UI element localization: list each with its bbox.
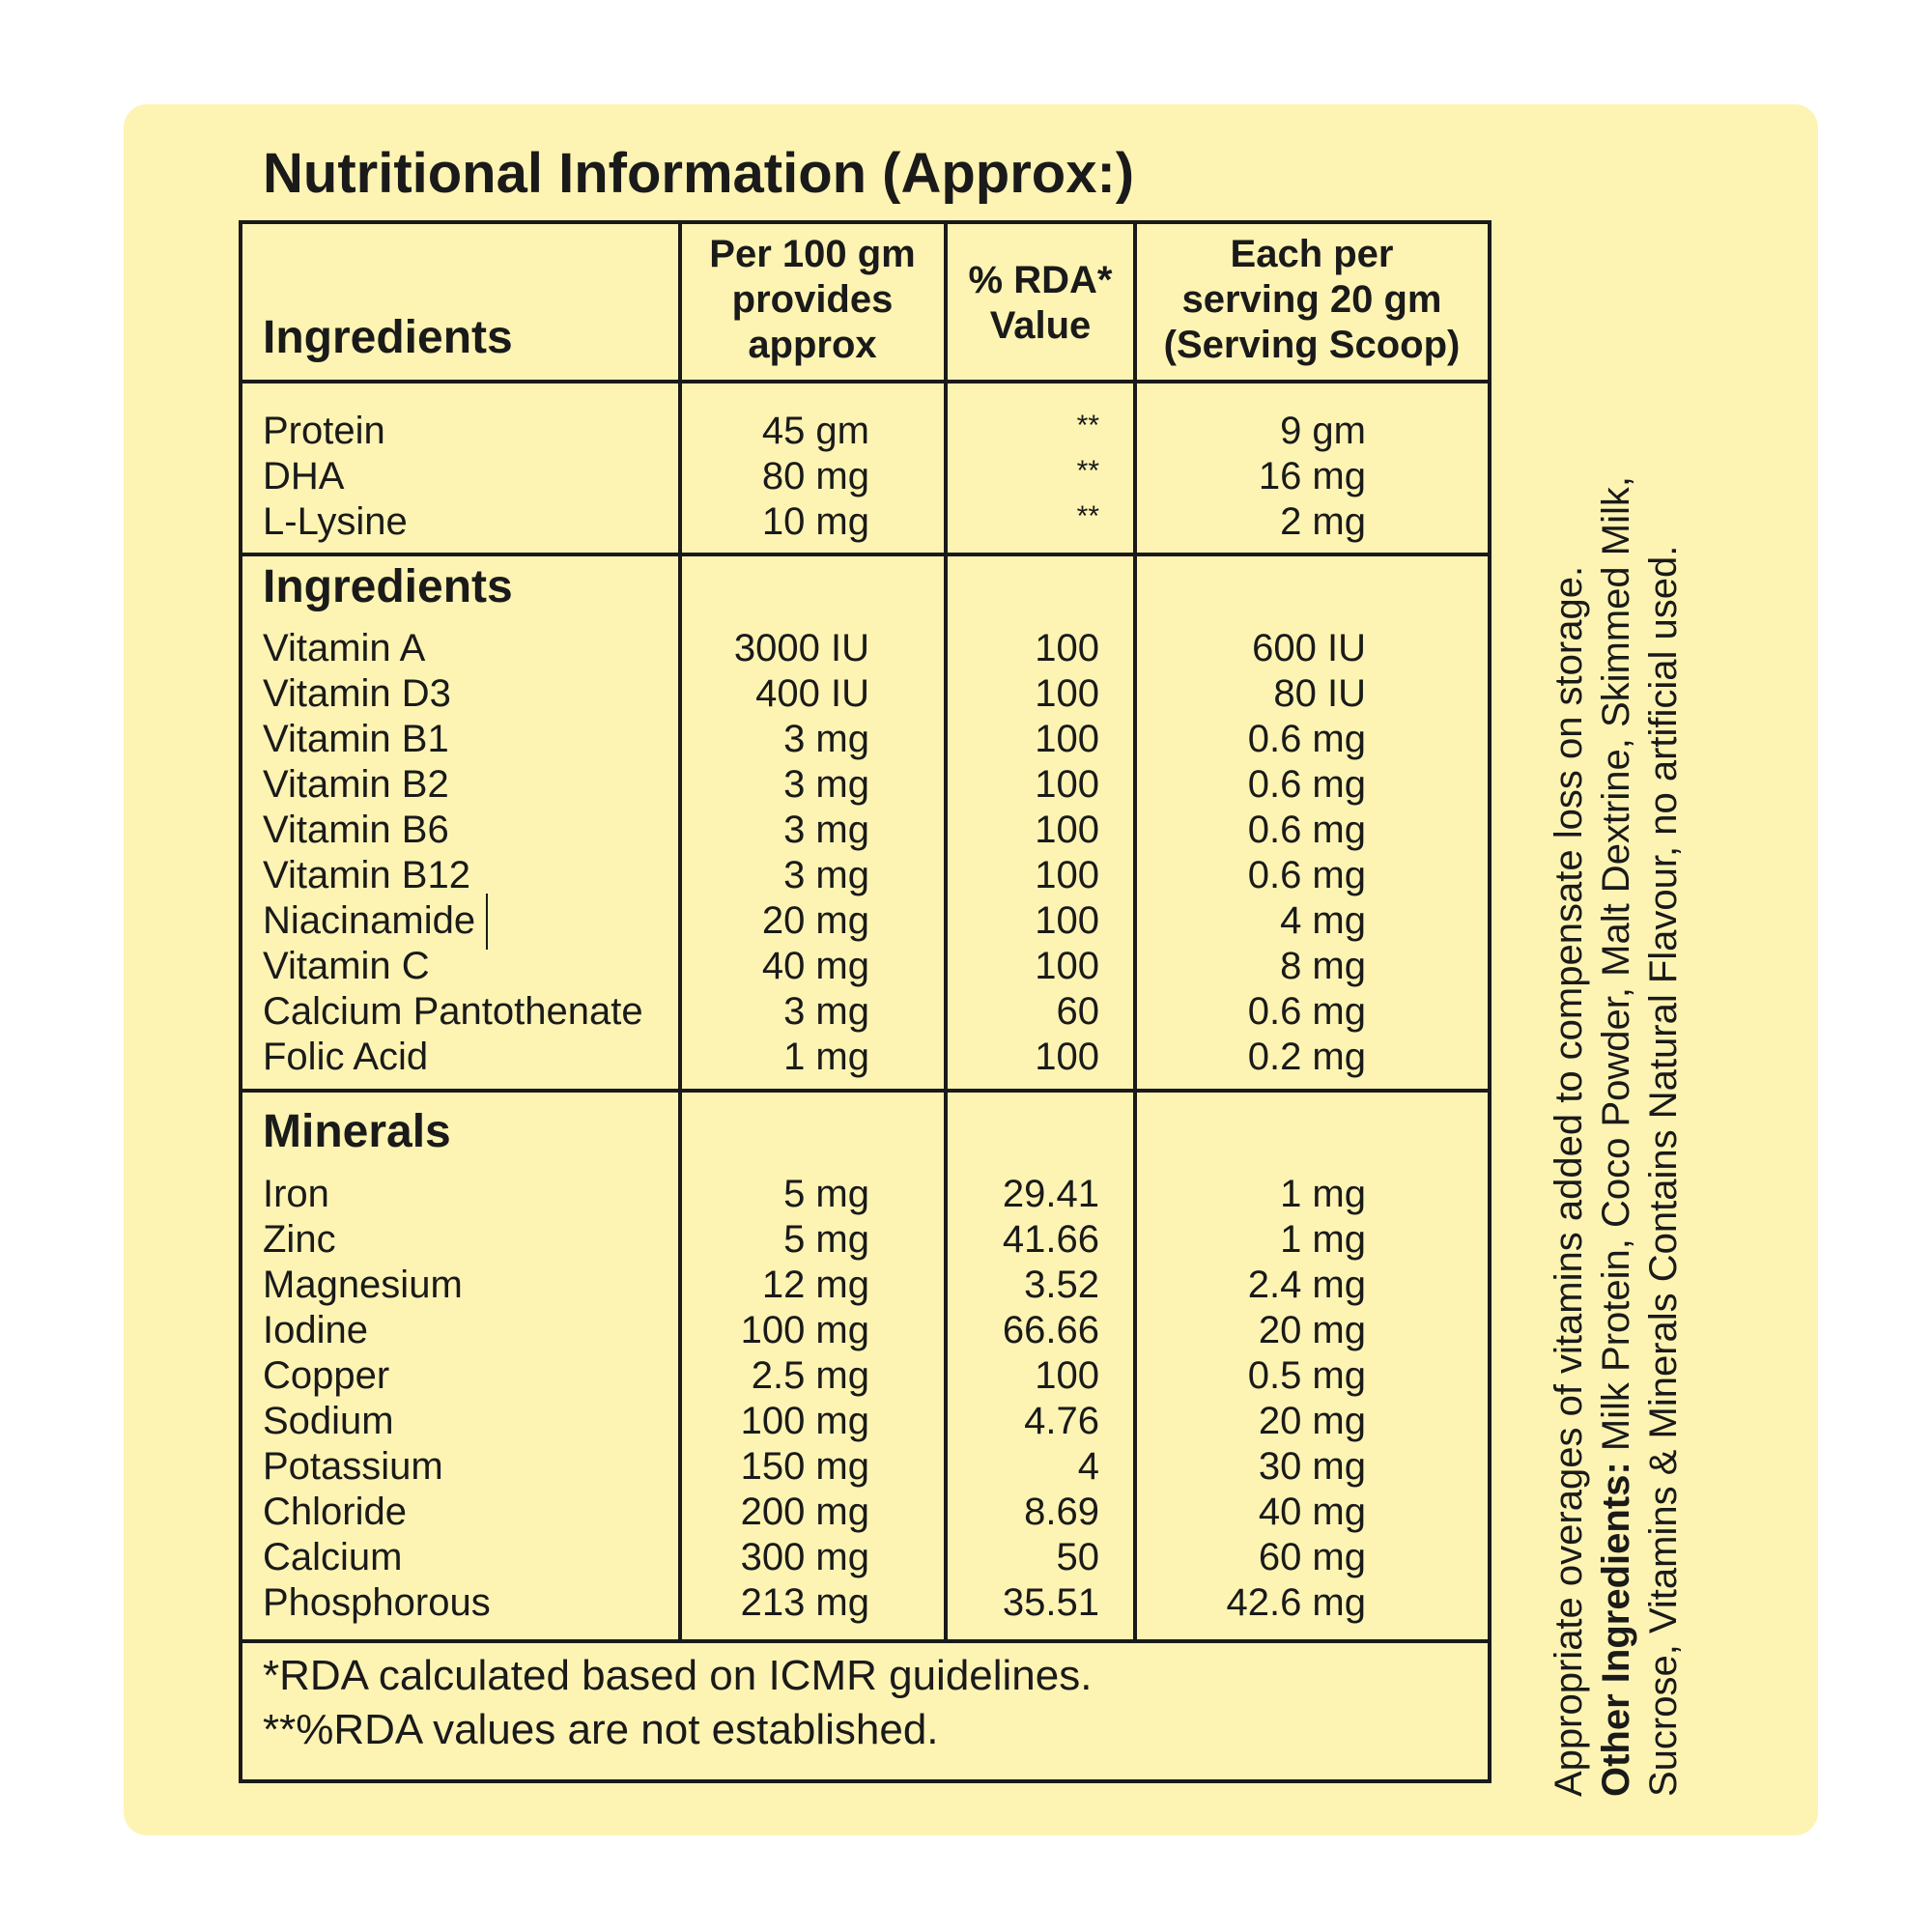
cell-ingredient: Vitamin B12	[263, 854, 470, 896]
cell-rda: 100	[1035, 763, 1099, 806]
cell-ingredient: L-Lysine	[263, 500, 408, 543]
cell-ingredient: Sodium	[263, 1400, 394, 1442]
cell-serving: 1 mg	[1280, 1173, 1366, 1215]
cell-rda: 4	[1077, 1445, 1099, 1488]
cell-serving: 0.6 mg	[1247, 718, 1366, 760]
cell-serving: 80 IU	[1273, 672, 1366, 715]
cell-per-100gm: 100 mg	[740, 1309, 869, 1351]
cell-ingredient: Calcium	[263, 1536, 403, 1578]
cell-ingredient: Vitamin A	[263, 627, 426, 669]
cell-serving: 20 mg	[1258, 1400, 1366, 1442]
cell-rda: 66.66	[1002, 1309, 1099, 1351]
cell-serving: 42.6 mg	[1226, 1581, 1366, 1624]
other-ingredients-label: Other Ingredients:	[1595, 1462, 1637, 1797]
cell-per-100gm: 5 mg	[783, 1173, 869, 1215]
side-note-other-ingredients: Other Ingredients: Milk Protein, Coco Powder, Malt Dextrine, Skimmed Milk,	[1595, 476, 1637, 1797]
cell-serving: 16 mg	[1258, 455, 1366, 497]
cell-per-100gm: 12 mg	[761, 1264, 869, 1306]
cell-serving: 0.2 mg	[1247, 1036, 1366, 1078]
cell-per-100gm: 3 mg	[783, 854, 869, 896]
cell-rda: 100	[1035, 627, 1099, 669]
cell-rda: **	[1076, 410, 1099, 441]
cell-rda: 100	[1035, 809, 1099, 851]
cell-rda: 4.76	[1024, 1400, 1099, 1442]
cell-per-100gm: 2.5 mg	[751, 1354, 869, 1397]
cell-rda: 100	[1035, 672, 1099, 715]
cell-ingredient: Potassium	[263, 1445, 443, 1488]
cell-serving: 0.6 mg	[1247, 990, 1366, 1033]
cell-per-100gm: 3 mg	[783, 763, 869, 806]
cell-ingredient: Protein	[263, 410, 385, 452]
cell-serving: 30 mg	[1258, 1445, 1366, 1488]
cell-per-100gm: 3 mg	[783, 990, 869, 1033]
cell-rda: **	[1076, 500, 1099, 532]
cell-serving: 4 mg	[1280, 899, 1366, 942]
cell-rda: 100	[1035, 1354, 1099, 1397]
row-divider	[239, 1089, 1492, 1093]
cell-rda: 100	[1035, 854, 1099, 896]
cell-ingredient: Copper	[263, 1354, 390, 1397]
cell-per-100gm: 40 mg	[761, 945, 869, 987]
section-title-minerals: Minerals	[263, 1106, 451, 1157]
side-notes	[1546, 476, 1688, 1797]
cell-rda: 8.69	[1024, 1491, 1099, 1533]
cell-ingredient: Vitamin C	[263, 945, 430, 987]
cell-rda: **	[1076, 455, 1099, 487]
cell-ingredient: Iodine	[263, 1309, 368, 1351]
cell-per-100gm: 3000 IU	[733, 627, 869, 669]
cell-ingredient: Chloride	[263, 1491, 407, 1533]
header-serving: Each per serving 20 gm (Serving Scoop)	[1163, 233, 1461, 366]
row-divider	[239, 1639, 1492, 1643]
cell-per-100gm: 5 mg	[783, 1218, 869, 1261]
cell-per-100gm: 3 mg	[783, 809, 869, 851]
cell-rda: 35.51	[1002, 1581, 1099, 1624]
text-cursor	[486, 894, 488, 950]
cell-rda: 100	[1035, 945, 1099, 987]
header-per-100gm: Per 100 gm provides approx	[709, 233, 916, 366]
cell-ingredient: Vitamin B2	[263, 763, 449, 806]
row-divider	[239, 380, 1492, 384]
cell-serving: 2 mg	[1280, 500, 1366, 543]
cell-serving: 0.5 mg	[1247, 1354, 1366, 1397]
cell-serving: 2.4 mg	[1247, 1264, 1366, 1306]
cell-ingredient: Magnesium	[263, 1264, 463, 1306]
footnote-rda: *RDA calculated based on ICMR guidelines.	[263, 1652, 1093, 1699]
header-rda: % RDA* Value	[968, 259, 1113, 347]
cell-rda: 50	[1056, 1536, 1099, 1578]
page-title: Nutritional Information (Approx:)	[263, 142, 1135, 205]
cell-per-100gm: 45 gm	[761, 410, 869, 452]
cell-ingredient: Phosphorous	[263, 1581, 491, 1624]
cell-per-100gm: 150 mg	[740, 1445, 869, 1488]
side-note-overages: Appropriate overages of vitamins added to compensate loss on storage.	[1548, 565, 1590, 1797]
cell-ingredient: Vitamin D3	[263, 672, 451, 715]
cell-per-100gm: 80 mg	[761, 455, 869, 497]
cell-serving: 9 gm	[1280, 410, 1366, 452]
cell-per-100gm: 10 mg	[761, 500, 869, 543]
header-ingredients: Ingredients	[263, 312, 513, 363]
cell-rda: 100	[1035, 1036, 1099, 1078]
cell-ingredient: Folic Acid	[263, 1036, 429, 1078]
cell-ingredient: Vitamin B6	[263, 809, 449, 851]
cell-rda: 41.66	[1002, 1218, 1099, 1261]
cell-serving: 20 mg	[1258, 1309, 1366, 1351]
cell-ingredient: Iron	[263, 1173, 329, 1215]
cell-per-100gm: 3 mg	[783, 718, 869, 760]
cell-per-100gm: 400 IU	[755, 672, 869, 715]
cell-serving: 0.6 mg	[1247, 809, 1366, 851]
section-title-vitamins: Ingredients	[263, 561, 513, 612]
cell-per-100gm: 1 mg	[783, 1036, 869, 1078]
cell-serving: 60 mg	[1258, 1536, 1366, 1578]
cell-serving: 0.6 mg	[1247, 854, 1366, 896]
cell-serving: 40 mg	[1258, 1491, 1366, 1533]
cell-ingredient: Zinc	[263, 1218, 336, 1261]
cell-rda: 29.41	[1002, 1173, 1099, 1215]
row-divider	[239, 553, 1492, 556]
cell-rda: 100	[1035, 899, 1099, 942]
cell-rda: 3.52	[1024, 1264, 1099, 1306]
cell-ingredient: DHA	[263, 455, 345, 497]
cell-ingredient: Niacinamide	[263, 899, 476, 942]
cell-per-100gm: 300 mg	[740, 1536, 869, 1578]
cell-rda: 100	[1035, 718, 1099, 760]
cell-serving: 600 IU	[1252, 627, 1366, 669]
footnote-not-established: **%RDA values are not established.	[263, 1706, 939, 1753]
cell-serving: 8 mg	[1280, 945, 1366, 987]
cell-rda: 60	[1056, 990, 1099, 1033]
side-note-contents: Sucrose, Vitamins & Minerals Contains Natural Flavour, no artificial used.	[1642, 545, 1685, 1797]
cell-ingredient: Vitamin B1	[263, 718, 449, 760]
cell-per-100gm: 20 mg	[761, 899, 869, 942]
cell-serving: 0.6 mg	[1247, 763, 1366, 806]
cell-serving: 1 mg	[1280, 1218, 1366, 1261]
cell-per-100gm: 200 mg	[740, 1491, 869, 1533]
cell-per-100gm: 213 mg	[740, 1581, 869, 1624]
cell-ingredient: Calcium Pantothenate	[263, 990, 643, 1033]
cell-per-100gm: 100 mg	[740, 1400, 869, 1442]
table-row	[0, 409, 1932, 454]
